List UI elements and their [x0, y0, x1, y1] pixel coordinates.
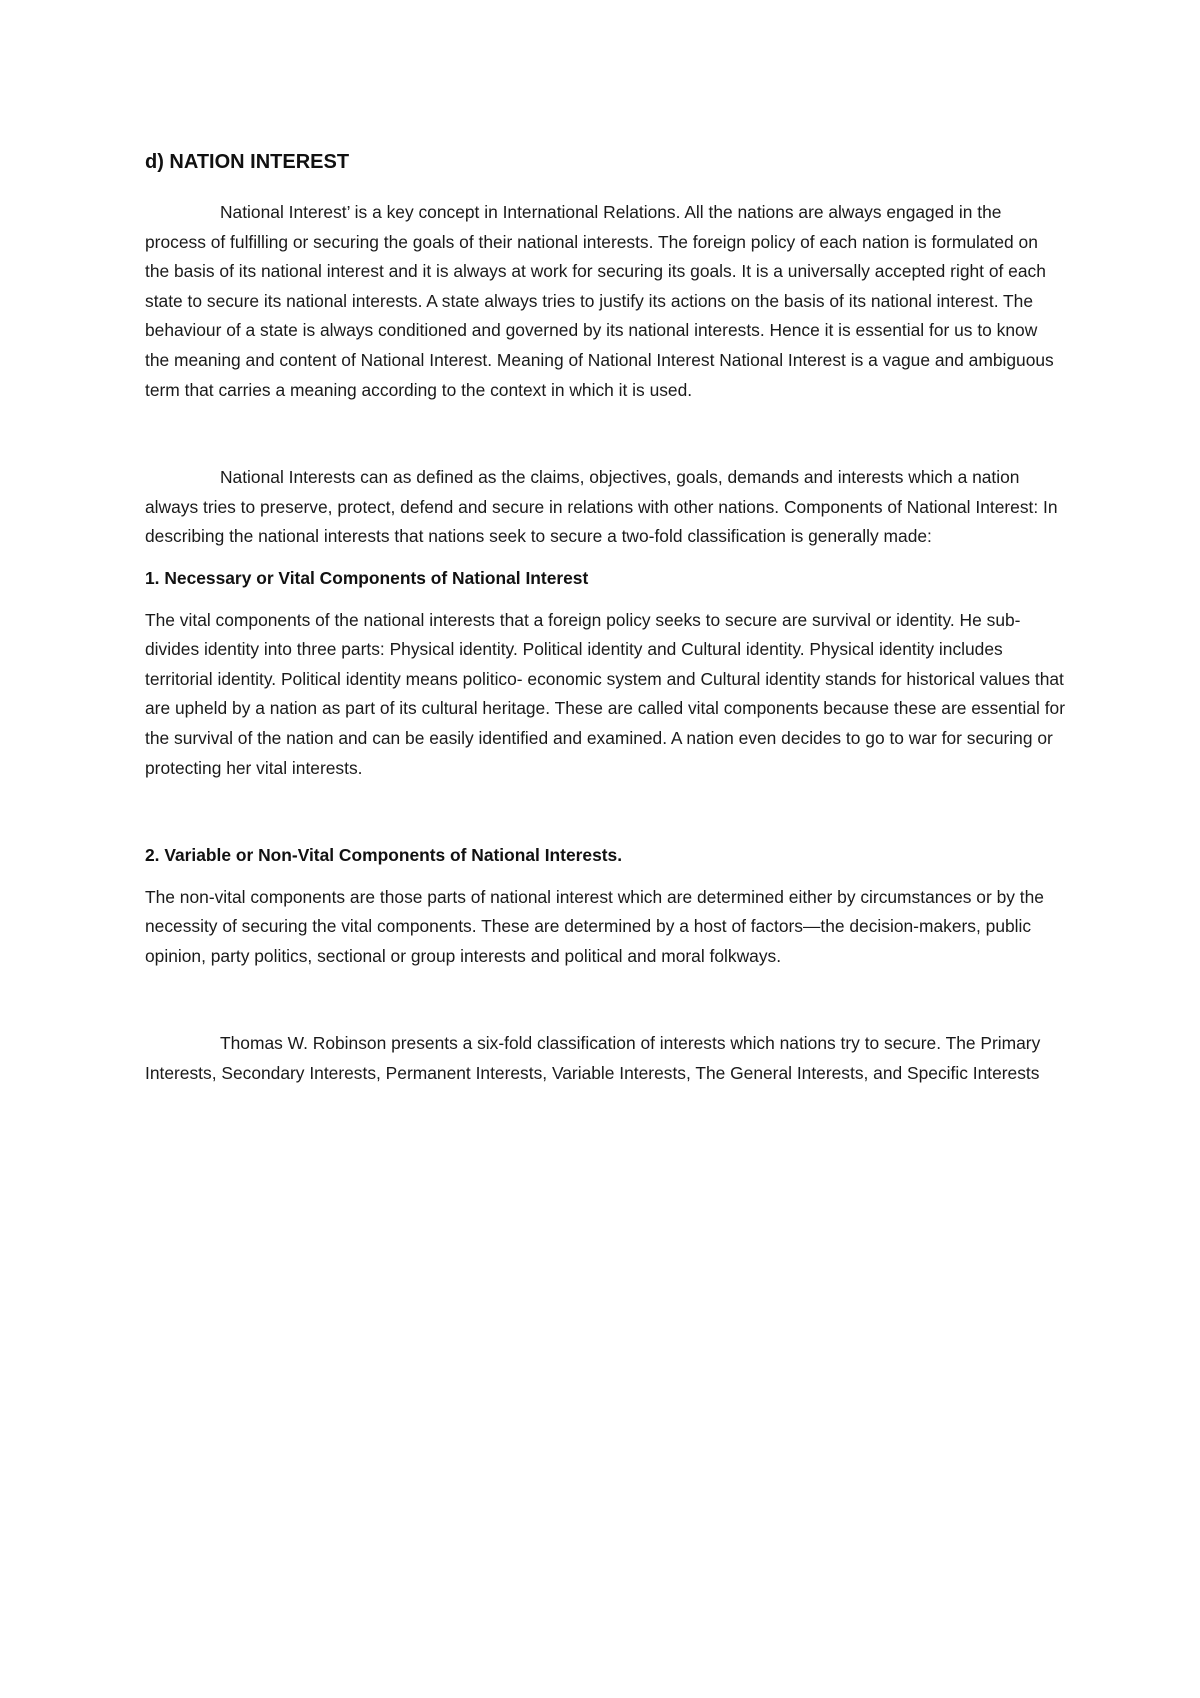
section-heading: d) NATION INTEREST — [145, 151, 350, 173]
paragraph-robinson-classification: Thomas W. Robinson presents a six-fold classification of interests which nations try to secure. The Primary Interests, Secondary Interests, Permanent Interests, Variable Interests, The General Interests, and Specific Interests — [145, 1033, 1041, 1084]
document-body — [145, 148, 1065, 1089]
paragraph-national-interest-definition: National Interests can as defined as the claims, objectives, goals, demands and interests which a nation always tries to preserve, protect, defend and secure in relations with other nations. Components of National Interest: In describing the national interests that nations seek to secure a two-fold classification is generally made: — [145, 467, 1058, 547]
paragraph-vital-components: The vital components of the national interests that a foreign policy seeks to secure are survival or identity. He sub-divides identity into three parts: Physical identity. Political identity and Cultural identity. Physical identity includes territorial identity. Political identity means politico- economic system and Cultural identity stands for historical values that are upheld by a nation as part of its cultural heritage. These are called vital components because these are essential for the survival of the nation and can be easily identified and examined. A nation even decides to go to war for securing or protecting her vital interests. — [145, 609, 1065, 778]
subheading-non-vital-components: 2. Variable or Non-Vital Components of National Interests. — [145, 845, 623, 866]
subheading-vital-components: 1. Necessary or Vital Components of National Interest — [145, 567, 589, 588]
paragraph-national-interest-intro: National Interest’ is a key concept in International Relations. All the nations are always engaged in the process of fulfilling or securing the goals of their national interests. The foreign policy of each nation is formulated on the basis of its national interest and it is always at work for securing its goals. It is a universally accepted right of each state to secure its national interests. A state always tries to justify its actions on the basis of its national interest. The behaviour of a state is always conditioned and governed by its national interests. Hence it is essential for us to know the meaning and content of National Interest. Meaning of National Interest National Interest is a vague and ambiguous term that carries a meaning according to the context in which it is used. — [145, 202, 1054, 400]
paragraph-non-vital-components: The non-vital components are those parts of national interest which are determined either by circumstances or by the necessity of securing the vital components. These are determined by a host of factors—the decision-makers, public opinion, party politics, sectional or group interests and political and moral folkways. — [145, 886, 1044, 966]
